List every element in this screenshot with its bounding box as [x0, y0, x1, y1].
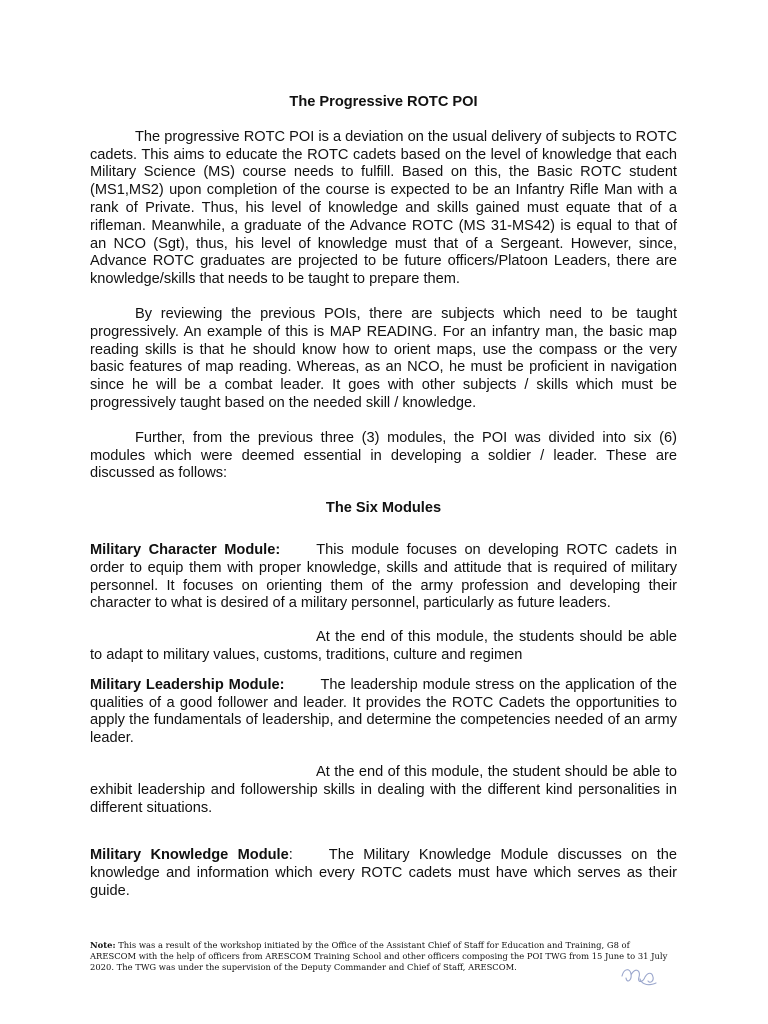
document-body — [90, 94, 677, 917]
module-label: Military Knowledge Module — [90, 847, 289, 864]
module-label-suffix: : — [288, 847, 293, 864]
military-leadership-outcome — [90, 764, 677, 817]
military-leadership-module — [90, 677, 677, 748]
intro-paragraph: The progressive ROTC POI is a deviation on the usual delivery of subjects to ROTC cadets. This aims to educate the ROTC cadets based on the level of knowledge that each Military Science (MS) course needs to fulfill. Based on this, the Basic ROTC student (MS1,MS2) upon completion of the course is expected to be an Infantry Rifle Man with a rank of Private. Thus, his level of knowledge and skills gained must equate that of a rifleman. Meanwhile, a graduate of the Advance ROTC (MS 31-MS42) is equal to that of an NCO (Sgt), thus, his level of knowledge must that of a Sergeant. However, since, Advance ROTC graduates are projected to be future officers/Platoon Leaders, there are knowledge/skills that needs to be taught to prepare them. — [90, 128, 677, 288]
military-character-module — [90, 542, 677, 613]
note-label: Note: — [90, 940, 116, 950]
module-description: This module focuses on developing ROTC cadets in order to equip them with proper knowledge, skills and attitude that is required of military personnel. It focuses on orienting them of the army profession and developing their character to what is desired of a military personnel, particularly as future leaders. — [90, 541, 677, 612]
map-reading-paragraph: By reviewing the previous POIs, there are subjects which need to be taught progressively. An example of this is MAP READING. For an infantry man, the basic map reading skills is that he should know how to orient maps, use the compass or the very basic features of map reading. Whereas, as an NCO, he must be proficient in navigation since he will be a combat leader. It goes with other subjects / skills which must be progressively taught based on the needed skill / knowledge. — [90, 305, 677, 411]
outcome-text: to exhibit leadership and followership skills in dealing with the different kind personalities in different situations. — [90, 763, 677, 816]
modules-intro-paragraph: Further, from the previous three (3) modules, the POI was divided into six (6) modules which were deemed essential in developing a soldier / leader. These are discussed as follows: — [90, 429, 677, 482]
footnote — [90, 940, 675, 973]
document-title: The Progressive ROTC POI — [289, 94, 478, 110]
military-character-outcome — [90, 629, 677, 665]
military-knowledge-module — [90, 847, 677, 900]
outcome-lead: At the end of this module, the students should be able — [316, 629, 677, 646]
module-label: Military Character Module: — [90, 541, 281, 558]
module-description: The Military Knowledge Module discusses on the knowledge and information which every ROTC cadets must have which serves as their guide. — [90, 847, 677, 899]
note-text: This was a result of the workshop initiated by the Office of the Assistant Chief of Staff for Education and Training, G8 of ARESCOM with the help of officers from ARESCOM Training School and other officers composing the POI TWG from 15 June to 31 July 2020. The TWG was under the supervision of the Deputy Commander and Chief of Staff, ARESCOM. — [90, 940, 668, 972]
outcome-text: to adapt to military values, customs, traditions, culture and regimen — [90, 646, 523, 663]
module-label: Military Leadership Module: — [90, 676, 285, 693]
section-title: The Six Modules — [325, 500, 442, 517]
outcome-lead: At the end of this module, the student should be able — [316, 763, 661, 780]
module-description: The leadership module stress on the application of the qualities of a good follower and leader. It provides the ROTC Cadets the opportunities to apply the fundamentals of leadership, and determine the competencies needed of an army leader. — [90, 676, 677, 747]
handwritten-initials — [618, 963, 660, 989]
